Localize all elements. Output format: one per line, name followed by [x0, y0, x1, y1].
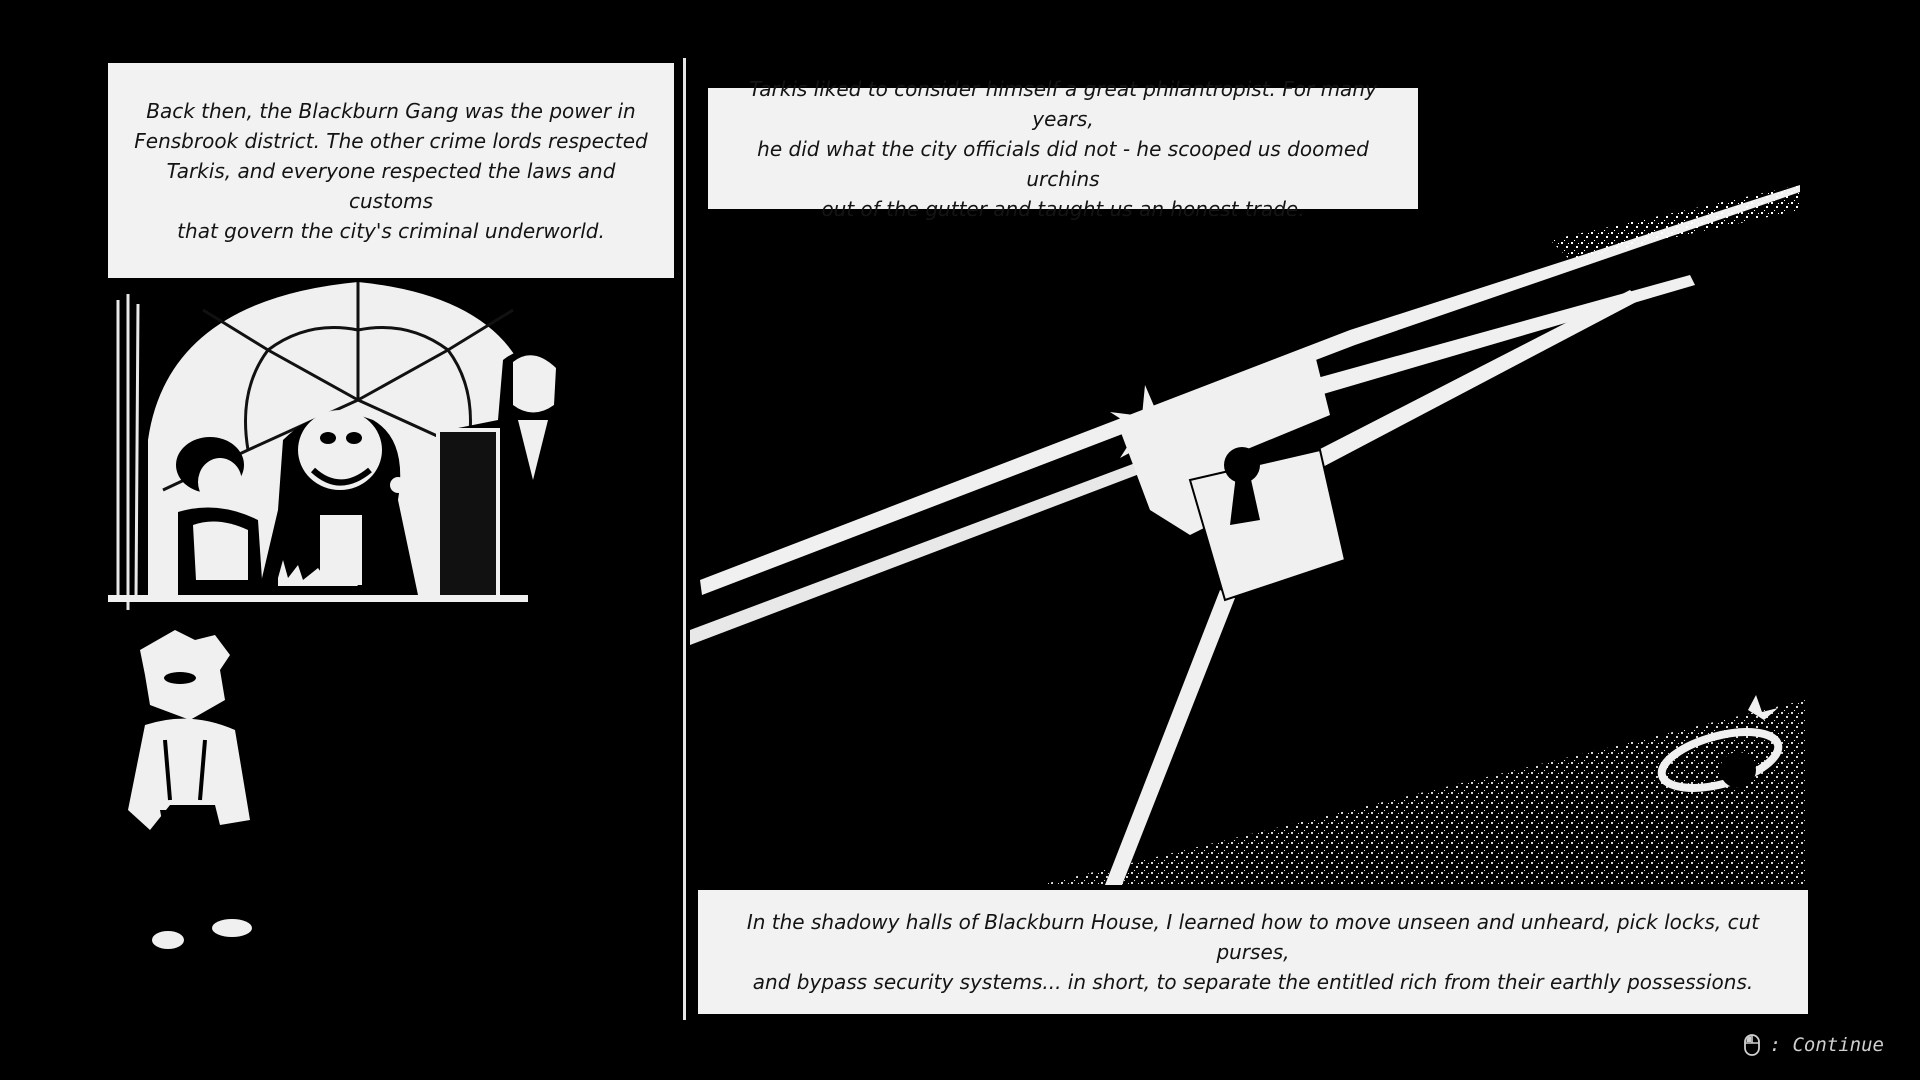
panel-divider — [683, 58, 686, 1020]
caption-line: and bypass security systems... in short, to separate the entitled rich from their earthly possessions. — [752, 970, 1754, 994]
caption-line: Tarkis, and everyone respected the laws and customs — [166, 158, 616, 213]
caption-box-blackburn-house — [698, 890, 1808, 1014]
caption-line: out of the gutter and taught us an honest trade. — [821, 196, 1305, 221]
caption-line: Back then, the Blackburn Gang was the power in — [146, 98, 636, 123]
continue-label: : Continue — [1769, 1034, 1884, 1056]
caption-line: he did what the city officials did not - he scooped us doomed urchins — [757, 136, 1369, 191]
young-thief-illustration — [120, 630, 280, 960]
keyhole-laser-illustration — [690, 180, 1820, 890]
caption-line: In the shadowy halls of Blackburn House, I learned how to move unseen and unheard, pick locks, cut purses, — [746, 910, 1760, 964]
continue-prompt[interactable] — [1744, 1034, 1884, 1056]
caption-line: that govern the city's criminal underworld. — [177, 218, 605, 243]
caption-line: Tarkis liked to consider himself a great philantropist. For many years, — [749, 76, 1377, 131]
caption-box-tarkis-power — [108, 63, 674, 278]
mouse-left-click-icon — [1744, 1034, 1760, 1056]
caption-line: Fensbrook district. The other crime lords respected — [134, 128, 648, 153]
tarkis-office-illustration — [108, 280, 648, 640]
